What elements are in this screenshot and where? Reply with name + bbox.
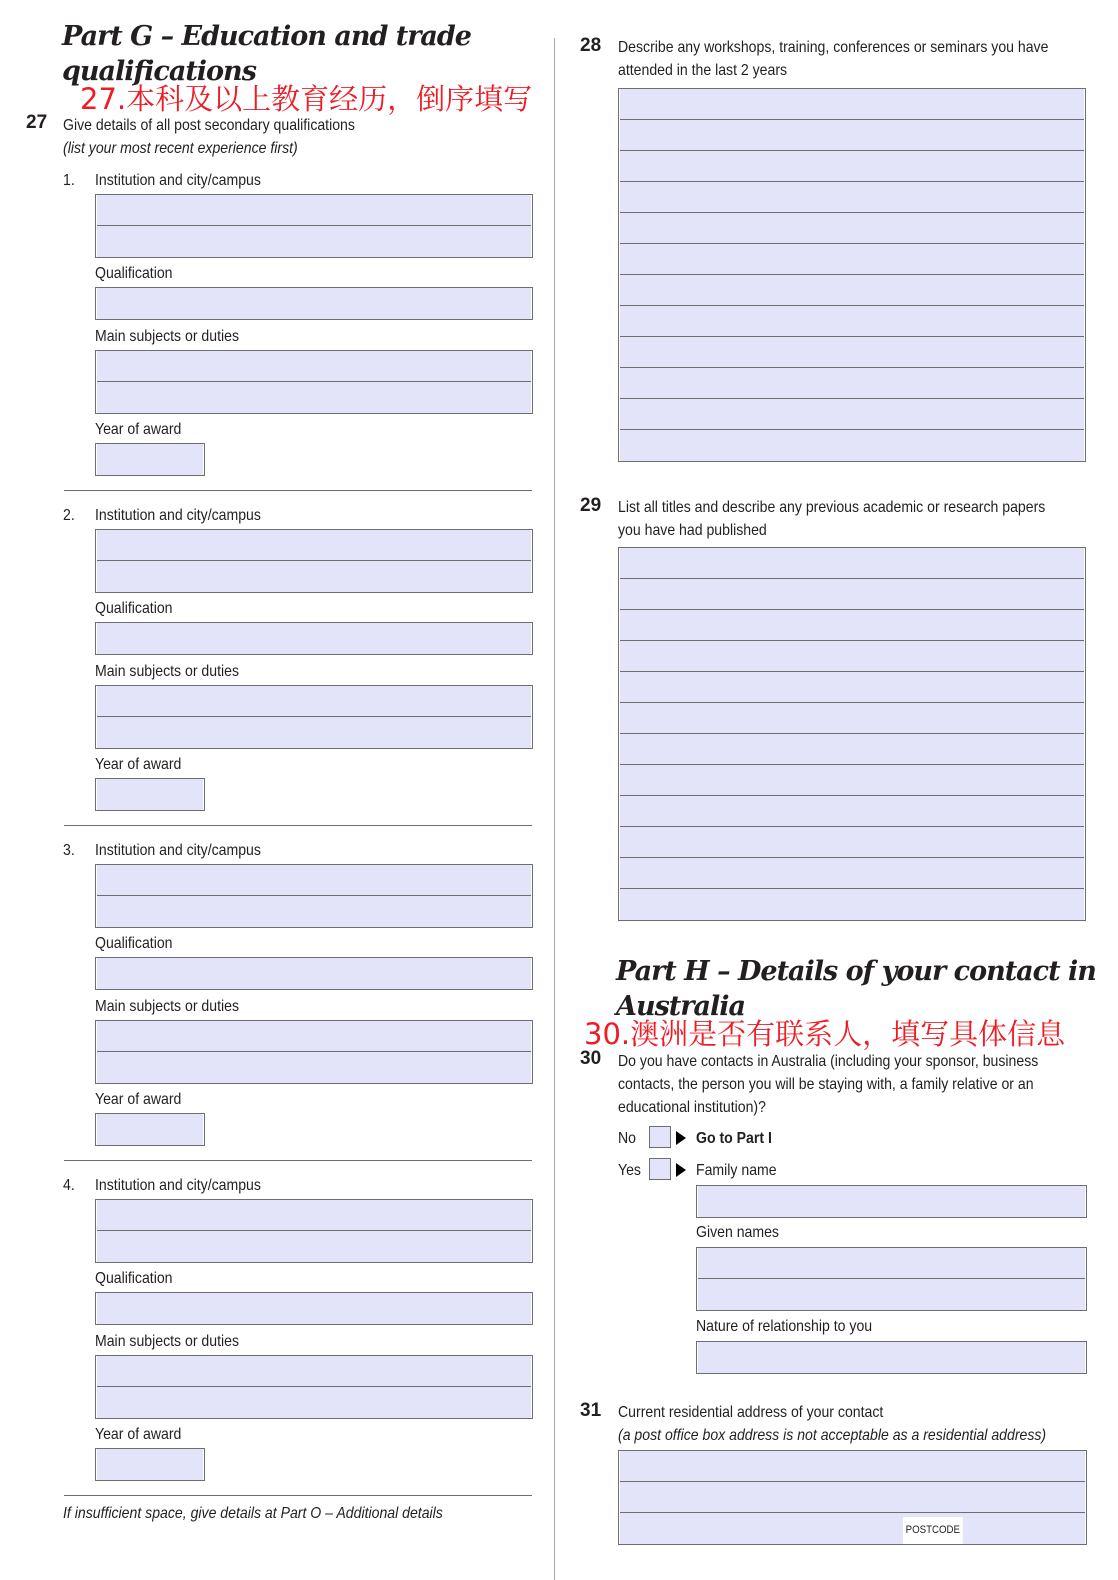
question-27-text: Give details of all post secondary qualifications bbox=[63, 117, 355, 134]
publications-input-line[interactable] bbox=[620, 889, 1084, 920]
part-g-title-cont: qualifications bbox=[62, 56, 256, 87]
insufficient-space-note: If insufficient space, give details at Part O – Additional details bbox=[63, 1505, 443, 1522]
publications-input-line[interactable] bbox=[620, 703, 1084, 734]
institution-label: Institution and city/campus bbox=[95, 507, 261, 524]
publications-input-line[interactable] bbox=[620, 858, 1084, 889]
subjects-input-line[interactable] bbox=[97, 1052, 531, 1083]
go-to-part-i: Go to Part I bbox=[696, 1130, 772, 1147]
contact-address-input-line[interactable] bbox=[620, 1482, 1085, 1513]
qualification-input[interactable] bbox=[95, 287, 533, 320]
entry-number: 3. bbox=[63, 842, 75, 859]
relationship-label: Nature of relationship to you bbox=[696, 1318, 873, 1335]
section-divider bbox=[64, 490, 532, 491]
annotation-q27: 27.本科及以上教育经历，倒序填写 bbox=[80, 82, 533, 116]
section-divider bbox=[64, 1495, 532, 1496]
institution-label: Institution and city/campus bbox=[95, 1177, 261, 1194]
subjects-input-line[interactable] bbox=[97, 351, 531, 382]
workshops-input-line[interactable] bbox=[620, 89, 1084, 120]
subjects-label: Main subjects or duties bbox=[95, 1333, 240, 1350]
year-of-award-input[interactable] bbox=[95, 443, 205, 476]
institution-input-line[interactable] bbox=[97, 1200, 531, 1231]
publications-input-line[interactable] bbox=[620, 765, 1084, 796]
subjects-input-line[interactable] bbox=[97, 717, 531, 748]
institution-input-line[interactable] bbox=[97, 561, 531, 592]
question-number-30: 30 bbox=[580, 1048, 602, 1069]
subjects-input-line[interactable] bbox=[97, 686, 531, 717]
section-divider bbox=[64, 825, 532, 826]
question-number-27: 27 bbox=[26, 112, 48, 133]
institution-input-line[interactable] bbox=[97, 865, 531, 896]
institution-input[interactable] bbox=[95, 529, 533, 593]
year-of-award-input[interactable] bbox=[95, 1113, 205, 1146]
qualification-label: Qualification bbox=[95, 935, 173, 952]
question-29-text: List all titles and describe any previous academic or research papers bbox=[618, 499, 1046, 516]
column-divider bbox=[554, 38, 555, 1580]
question-30-text: Do you have contacts in Australia (including your sponsor, business bbox=[618, 1053, 1039, 1070]
year-of-award-input-line[interactable] bbox=[97, 1114, 203, 1145]
family-name-input-line[interactable] bbox=[698, 1186, 1085, 1217]
no-checkbox[interactable] bbox=[649, 1126, 671, 1148]
question-30-text-3: educational institution)? bbox=[618, 1099, 766, 1116]
relationship-input[interactable] bbox=[696, 1341, 1087, 1374]
publications-input-line[interactable] bbox=[620, 548, 1084, 579]
workshops-input[interactable] bbox=[618, 88, 1086, 462]
subjects-input[interactable] bbox=[95, 350, 533, 414]
subjects-input-line[interactable] bbox=[97, 1021, 531, 1052]
section-divider bbox=[64, 1160, 532, 1161]
institution-input-line[interactable] bbox=[97, 530, 531, 561]
qualification-input-line[interactable] bbox=[97, 958, 531, 989]
year-label: Year of award bbox=[95, 1091, 182, 1108]
question-28-text-cont: attended in the last 2 years bbox=[618, 62, 788, 79]
publications-input-line[interactable] bbox=[620, 579, 1084, 610]
subjects-input[interactable] bbox=[95, 1020, 533, 1084]
subjects-label: Main subjects or duties bbox=[95, 328, 240, 345]
publications-input-line[interactable] bbox=[620, 734, 1084, 765]
workshops-input-line[interactable] bbox=[620, 244, 1084, 275]
qualification-input[interactable] bbox=[95, 622, 533, 655]
question-number-28: 28 bbox=[580, 35, 602, 56]
workshops-input-line[interactable] bbox=[620, 399, 1084, 430]
part-h-title-cont: Australia bbox=[616, 991, 745, 1022]
postcode-label: POSTCODE bbox=[903, 1517, 963, 1544]
family-name-label: Family name bbox=[696, 1162, 777, 1179]
institution-input-line[interactable] bbox=[97, 226, 531, 257]
qualification-label: Qualification bbox=[95, 265, 173, 282]
year-of-award-input-line[interactable] bbox=[97, 779, 203, 810]
question-number-31: 31 bbox=[580, 1400, 602, 1421]
question-28-text: Describe any workshops, training, conferences or seminars you have bbox=[618, 39, 1049, 56]
part-g-title: Part G – Education and trade bbox=[62, 21, 471, 52]
question-31-text: Current residential address of your contact bbox=[618, 1404, 884, 1421]
subjects-input-line[interactable] bbox=[97, 1356, 531, 1387]
institution-input-line[interactable] bbox=[97, 1231, 531, 1262]
question-30-text-2: contacts, the person you will be staying with, a family relative or an bbox=[618, 1076, 1034, 1093]
publications-input[interactable] bbox=[618, 547, 1086, 921]
question-27-note: (list your most recent experience first) bbox=[63, 140, 298, 157]
subjects-label: Main subjects or duties bbox=[95, 998, 240, 1015]
qualification-input-line[interactable] bbox=[97, 623, 531, 654]
year-label: Year of award bbox=[95, 756, 182, 773]
question-number-29: 29 bbox=[580, 495, 602, 516]
qualification-input[interactable] bbox=[95, 1292, 533, 1325]
given-names-input-line[interactable] bbox=[698, 1248, 1085, 1279]
workshops-input-line[interactable] bbox=[620, 275, 1084, 306]
contact-address-input-line[interactable] bbox=[620, 1513, 1085, 1544]
institution-input[interactable] bbox=[95, 864, 533, 928]
qualification-label: Qualification bbox=[95, 600, 173, 617]
workshops-input-line[interactable] bbox=[620, 306, 1084, 337]
year-of-award-input-line[interactable] bbox=[97, 444, 203, 475]
question-29-text-cont: you have had published bbox=[618, 522, 767, 539]
arrow-right-icon bbox=[676, 1163, 686, 1177]
qualification-input-line[interactable] bbox=[97, 1293, 531, 1324]
given-names-input-line[interactable] bbox=[698, 1279, 1085, 1310]
institution-input[interactable] bbox=[95, 1199, 533, 1263]
subjects-input-line[interactable] bbox=[97, 382, 531, 413]
workshops-input-line[interactable] bbox=[620, 337, 1084, 368]
yes-checkbox[interactable] bbox=[649, 1158, 671, 1180]
annotation-q30: 30.澳洲是否有联系人，填写具体信息 bbox=[584, 1017, 1066, 1051]
year-label: Year of award bbox=[95, 1426, 182, 1443]
question-31-note: (a post office box address is not acceptable as a residential address) bbox=[618, 1427, 1047, 1444]
workshops-input-line[interactable] bbox=[620, 213, 1084, 244]
no-label: No bbox=[618, 1130, 636, 1147]
arrow-right-icon bbox=[676, 1131, 686, 1145]
yes-label: Yes bbox=[618, 1162, 641, 1179]
year-of-award-input[interactable] bbox=[95, 1448, 205, 1481]
contact-address-input-line[interactable] bbox=[620, 1451, 1085, 1482]
institution-label: Institution and city/campus bbox=[95, 172, 261, 189]
subjects-input[interactable] bbox=[95, 685, 533, 749]
entry-number: 4. bbox=[63, 1177, 75, 1194]
workshops-input-line[interactable] bbox=[620, 430, 1084, 461]
publications-input-line[interactable] bbox=[620, 796, 1084, 827]
given-names-label: Given names bbox=[696, 1224, 779, 1241]
relationship-input-line[interactable] bbox=[698, 1342, 1085, 1373]
year-of-award-input-line[interactable] bbox=[97, 1449, 203, 1480]
institution-input[interactable] bbox=[95, 194, 533, 258]
family-name-input[interactable] bbox=[696, 1185, 1087, 1218]
workshops-input-line[interactable] bbox=[620, 182, 1084, 213]
part-h-title: Part H – Details of your contact in bbox=[616, 956, 1096, 987]
entry-number: 1. bbox=[63, 172, 75, 189]
subjects-input[interactable] bbox=[95, 1355, 533, 1419]
institution-input-line[interactable] bbox=[97, 896, 531, 927]
qualification-input[interactable] bbox=[95, 957, 533, 990]
year-label: Year of award bbox=[95, 421, 182, 438]
workshops-input-line[interactable] bbox=[620, 151, 1084, 182]
institution-label: Institution and city/campus bbox=[95, 842, 261, 859]
publications-input-line[interactable] bbox=[620, 827, 1084, 858]
entry-number: 2. bbox=[63, 507, 75, 524]
institution-input-line[interactable] bbox=[97, 195, 531, 226]
given-names-input[interactable] bbox=[696, 1247, 1087, 1311]
subjects-label: Main subjects or duties bbox=[95, 663, 240, 680]
qualification-input-line[interactable] bbox=[97, 288, 531, 319]
year-of-award-input[interactable] bbox=[95, 778, 205, 811]
publications-input-line[interactable] bbox=[620, 672, 1084, 703]
workshops-input-line[interactable] bbox=[620, 120, 1084, 151]
subjects-input-line[interactable] bbox=[97, 1387, 531, 1418]
workshops-input-line[interactable] bbox=[620, 368, 1084, 399]
contact-address-input[interactable] bbox=[618, 1450, 1087, 1545]
publications-input-line[interactable] bbox=[620, 641, 1084, 672]
publications-input-line[interactable] bbox=[620, 610, 1084, 641]
qualification-label: Qualification bbox=[95, 1270, 173, 1287]
